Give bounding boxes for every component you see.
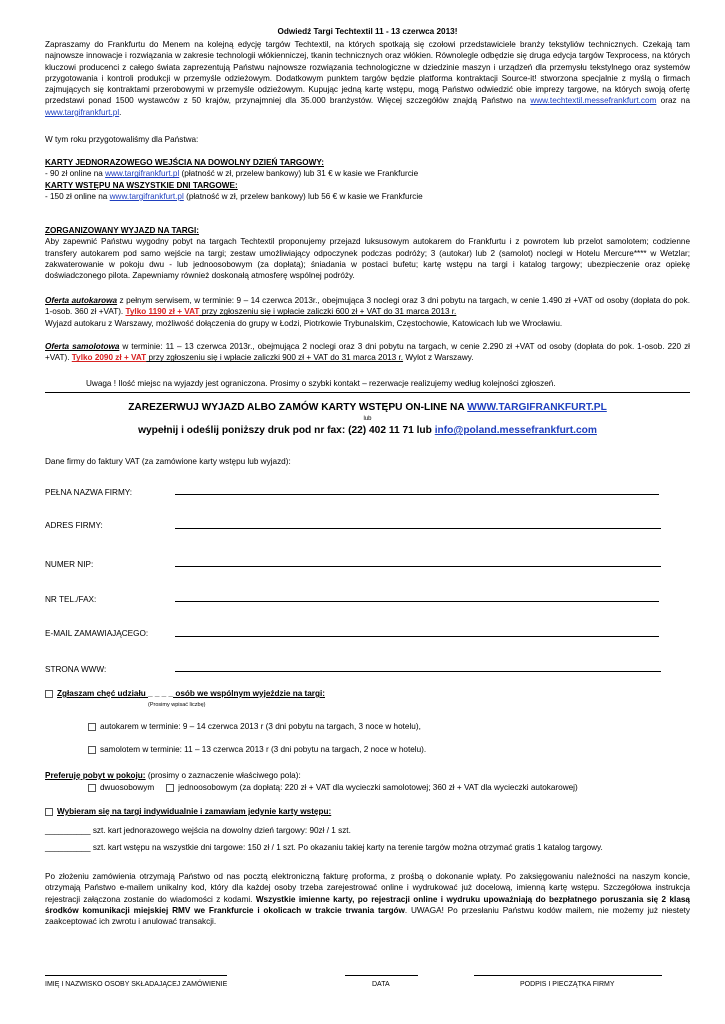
bus-offer-label: Oferta autokarowa — [45, 296, 118, 305]
final-warning-text: . UWAGA! Po przesłaniu Państwu kodów mailem, nie możemy już niestety zaakceptować ich zwrotu i anulować transakcji. — [45, 905, 690, 927]
all-days-ticket-heading: KARTY WSTĘPU NA WSZYSTKIE DNI TARGOWE: — [45, 180, 238, 190]
individual-checkbox[interactable] — [45, 808, 53, 816]
room-heading: Preferuję pobyt w pokoju: — [45, 771, 146, 780]
participation-count-field[interactable]: _ _ _ _ — [148, 689, 174, 698]
field-label-website: STRONA WWW: — [45, 665, 107, 674]
room-hint: (prosimy o zaznaczenie właściwego pola): — [145, 771, 301, 780]
individual-text: Wybieram się na targi indywidualnie i zamawiam jedynie karty wstępu: — [57, 807, 332, 816]
single-ticket-payment: (płatność w zł, przelew bankowy) lub 31 € w kasie we Frankfurcie — [179, 169, 419, 179]
all-days-ticket-qty-label: szt. kart wstępu na wszystkie dni targowe: 150 zł / 1 szt. Po okazaniu takiej karty na terenie targów można otrzymać gratis 1 katalog targowy. — [90, 843, 603, 852]
page-title: Odwiedź Targi Techtextil 11 - 13 czerwca 2013! — [277, 27, 458, 36]
plane-option-checkbox[interactable] — [88, 746, 96, 754]
bus-option-label: autokarem w terminie: 9 – 14 czerwca 2013 r (3 dni pobytu na targach, 3 noce w hotelu), — [100, 722, 421, 731]
tickets-section — [45, 157, 690, 202]
cta-fax-text: wypełnij i odeślij poniższy druk pod nr fax: (22) 402 11 71 lub — [138, 425, 435, 436]
bus-offer-departure: Wyjazd autokaru z Warszawy, możliwość dołączenia do grupy w Łodzi, Piotrkowie Trybunalskim, Częstochowie, Katowicach lub we Wrocławiu. — [45, 318, 563, 328]
room-preference — [45, 770, 301, 781]
techtextil-link[interactable]: www.techtextil.messefrankfurt.com — [530, 96, 657, 106]
intro-text-and: oraz na — [656, 96, 690, 106]
bus-offer — [45, 295, 690, 329]
double-room-label: dwuosobowym — [100, 783, 155, 792]
field-label-company: PEŁNA NAZWA FIRMY: — [45, 488, 133, 497]
plane-offer-promo-price: Tylko 2090 zł + VAT — [71, 353, 147, 363]
field-label-phone-fax: NR TEL./FAX: — [45, 595, 97, 604]
company-address-field[interactable] — [175, 528, 661, 529]
limited-seats-notice: Uwaga ! Ilość miejsc na wyjazdy jest ograniczona. Prosimy o szybki kontakt – rezerwacje realizujemy według kolejności zgłoszeń. — [86, 379, 556, 388]
single-ticket-qty-label: szt. kart jednorazowego wejścia na dowolny dzień targowy: 90zł / 1 szt. — [90, 826, 351, 835]
signature-stamp-label: PODPIS I PIECZĄTKA FIRMY — [520, 981, 615, 988]
cta-email-link[interactable]: info@poland.messefrankfurt.com — [434, 425, 597, 436]
single-room-checkbox[interactable] — [166, 784, 174, 792]
single-ticket-price: - 90 zł online na — [45, 169, 106, 179]
cta-online-text: ZAREZERWUJ WYJAZD ALBO ZAMÓW KARTY WSTĘPU ON-LINE NA — [128, 402, 468, 413]
prepared-text: W tym roku przygotowaliśmy dla Państwa: — [45, 135, 199, 144]
single-ticket-line — [45, 168, 690, 179]
stamp-signature-line[interactable] — [474, 975, 662, 976]
ticket-order-single — [45, 825, 351, 836]
bus-option-checkbox[interactable] — [88, 723, 96, 731]
name-signature-line[interactable] — [45, 975, 227, 976]
room-options — [88, 782, 578, 793]
plane-offer-departure: Wylot z Warszawy. — [403, 353, 474, 363]
date-signature-line[interactable] — [345, 975, 418, 976]
all-days-ticket-price: - 150 zł online na — [45, 191, 110, 201]
nip-field[interactable] — [175, 566, 661, 567]
single-room-label: jednoosobowym (za dopłatą: 220 zł + VAT dla wycieczki samolotowej; 360 zł + VAT dla wycieczki autokarowej) — [178, 783, 578, 792]
cta-website-link[interactable]: WWW.TARGIFRANKFURT.PL — [467, 402, 607, 413]
organized-trip-text: Aby zapewnić Państwu wygodny pobyt na targach Techtextil proponujemy przejazd luksusowym autokarem do Frankfurtu i z powrotem lub przelot samolotem; codzienne transfery autokarem pod samo wejście na targi; zestaw umożliwiający odpoczynek podczas podróży; 3 (autokar) lub 2 (samolot) noclegi w Hotelu Mercure**** w Wetzlar; zakwaterowanie w pokoju dwu - lub jednoosobowym (za dopłatą); śniadania w postaci bufetu; kartę wstępu na targi i katalog targowy; ubezpieczenie oraz opiekę doświadczonego pilota. Zapewniamy również doskonałą atmosferę wspólnej podróży. — [45, 237, 690, 281]
participation-line — [45, 688, 325, 699]
final-text: Po złożeniu zamówienia otrzymają Państwo od nas pocztą elektroniczną fakturę proforma, z prośbą o dokonanie wpłaty. Po zaksięgowaniu należności na naszym koncie, otrzymają Państwo e-mailem unikalny kod, który dla każdej osoby trzeba zarejestrować online i wydrukować już docelową, imienną kartę wstępu. Szczegółowa instrukcja rejestracji załączona zostanie do wiadomości z kodami. — [45, 872, 690, 904]
participation-text-end: osób we wspólnym wyjeździe na targi: — [173, 689, 325, 698]
email-field[interactable] — [175, 636, 659, 637]
participation-hint: (Prosimy wpisać liczbę) — [148, 702, 206, 708]
plane-offer-text: w terminie: 11 – 13 czerwca 2013r., obejmująca 2 noclegi oraz 3 dni pobytu na targach, w cenie 2.290 zł +VAT od osoby (dopłata do pok. 1-osob. 220 zł +VAT). — [45, 342, 690, 363]
bus-offer-text: z pełnym serwisem, w terminie: 9 – 14 czerwca 2013r., obejmująca 3 noclegi oraz 3 dni pobytu na targach, w cenie 1.490 zł +VAT od osoby (dopłata do pok. 1-osob. 360 zł +VAT). — [45, 296, 691, 317]
cta-online — [45, 402, 690, 413]
field-label-email: E-MAIL ZAMAWIAJĄCEGO: — [45, 629, 149, 638]
final-paragraph — [45, 871, 690, 927]
intro-text-end: . — [119, 107, 122, 117]
phone-fax-field[interactable] — [175, 601, 659, 602]
signature-name-label: IMIĘ I NAZWISKO OSOBY SKŁADAJĄCEJ ZAMÓWIENIE — [45, 981, 228, 988]
double-room-checkbox[interactable] — [88, 784, 96, 792]
field-label-nip: NUMER NIP: — [45, 560, 94, 569]
form-intro: Dane firmy do faktury VAT (za zamówione karty wstępu lub wyjazd): — [45, 457, 291, 466]
final-bold-text: Wszystkie imienne karty, po rejestracji online i wydruku upoważniają do bezpłatnego poruszania się 2 klasą środków komunikacji miejskiej RMV we Frankfurcie i okolicach w trakcie trwania targów — [45, 894, 690, 915]
intro-paragraph — [45, 39, 690, 118]
plane-offer-promo-text: przy zgłoszeniu się i wpłacie zaliczki 900 zł + VAT do 31 marca 2013 r. — [146, 353, 404, 363]
signature-date-label: DATA — [372, 981, 390, 988]
cta-fax — [45, 425, 690, 436]
bus-offer-promo-price: Tylko 1190 zł + VAT — [125, 307, 200, 317]
single-ticket-link[interactable]: www.targifrankfurt.pl — [105, 169, 180, 179]
plane-option-label: samolotem w terminie: 11 – 13 czerwca 2013 r (3 dni pobytu na targach, 2 noce w hotelu). — [100, 745, 427, 754]
organized-trip-heading: ZORGANIZOWANY WYJAZD NA TARGI: — [45, 226, 200, 235]
participation-text: Zgłaszam chęć udziału — [57, 689, 148, 698]
ticket-order-all — [45, 842, 603, 853]
all-days-ticket-link[interactable]: www.targifrankfurt.pl — [109, 191, 184, 201]
intro-text: Zapraszamy do Frankfurtu do Menem na kolejną edycję targów Techtextil, na których spotkają się czołowi przedstawiciele branży tekstyliów technicznych. Czekają tam najnowsze innowacje i rozwiązania w zakresie technologii włókienniczej, tkanin technicznych oraz włókien. Równolegle odbędzie się druga edycja targów Texprocess, na których kluczowi producenci z całego świata zaprezentują Państwu najnowsze rozwiązania technologiczne w dziedzinie maszyn i urządzeń dla przemysłu tekstylnego oraz systemów przygotowania i kontroli produkcji w przemyśle odzieżowym. Dodatkowym punktem targów będzie platforma kontraktacji Source-it! stworzona specjalnie z myślą o firmach zajmujących się kontraktami przerobowymi w przemyśle odzieżowym. Kupując jedną kartę wstępu, mogą Państwo odwiedzić obie imprezy targowe, na których swoją ofertę przedstawi ponad 1500 wystawców z 50 krajów, przynajmniej dla 35.000 branżystów. Więcej szczegółów znajdą Państwo na — [45, 40, 690, 106]
field-label-address: ADRES FIRMY: — [45, 521, 103, 530]
all-days-ticket-line — [45, 191, 690, 202]
single-ticket-heading: KARTY JEDNORAZOWEGO WEJŚCIA NA DOWOLNY DZIEŃ TARGOWY: — [45, 158, 324, 167]
website-field[interactable] — [175, 671, 661, 672]
option-plane — [88, 744, 426, 755]
targifrankfurt-link[interactable]: www.targifrankfurt.pl — [45, 107, 120, 117]
company-name-field[interactable] — [175, 494, 659, 495]
participation-checkbox[interactable] — [45, 690, 53, 698]
single-ticket-qty-field[interactable]: __________ — [45, 826, 91, 835]
all-days-ticket-payment: (płatność w zł, przelew bankowy) lub 56 € w kasie we Frankfurcie — [183, 191, 423, 201]
divider — [45, 392, 690, 393]
cta-or: lub — [363, 416, 372, 422]
option-bus — [88, 721, 421, 732]
organized-trip-section — [45, 225, 690, 281]
individual-line — [45, 806, 331, 817]
bus-offer-promo-text: przy zgłoszeniu się i wpłacie zaliczki 600 zł + VAT do 31 marca 2013 r. — [199, 307, 457, 317]
plane-offer-label: Oferta samolotowa — [45, 342, 120, 351]
all-days-ticket-qty-field[interactable]: __________ — [45, 843, 91, 852]
plane-offer — [45, 341, 690, 364]
